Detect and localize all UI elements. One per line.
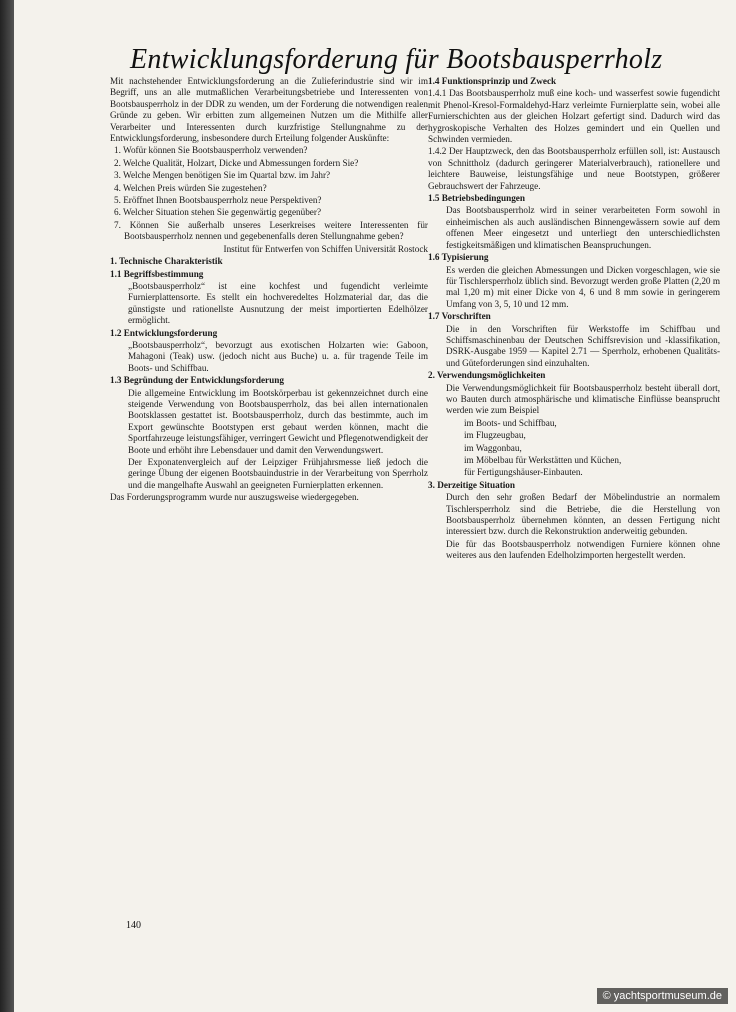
- list-item: im Flugzeugbau,: [464, 430, 526, 441]
- section-text: Die in den Vorschriften für Werkstoffe im Schiffbau und Schiffsmaschinenbau der Deutschen Schiffsrevision und -klassifikation, DSRK-Ausgabe 1959 — Kapitel 2.71 — Sperrholz, erhobenen Qualitäts- und Güteforderungen sind einzuhalten.: [446, 323, 720, 368]
- question-item: 1. Wofür können Sie Bootsbausperrholz verwenden?: [114, 145, 308, 156]
- section-text: Die Verwendungsmöglichkeit für Bootsbausperrholz besteht überall dort, wo Bauten durch atmosphärische und klimatische Einflüsse beansprucht werden wie zum Beispiel: [446, 382, 720, 416]
- section-text: Die allgemeine Entwicklung im Bootskörperbau ist gekennzeichnet durch eine steigende Verwendung von Bootsbausperrholz, das bei allen internationalen Bootsklassen gestattet ist. Bootsbausperrholz, durch das bestimmte, auch im Export gewünschte Bootstypen erst gebaut werden können, macht die Sportfahrzeuge leistungsfähiger, verringert Gewicht und Pflegenotwendigkeit der Boote und erhöht ihre Lebensdauer und damit den Verwendungswert.: [128, 387, 428, 455]
- section-text: Durch den sehr großen Bedarf der Möbelindustrie an normalem Tischlersperrholz sind die Betriebe, die die Herstellung von Bootsbausperrholz übernehmen könnten, an dessen Fertigung nicht interessiert bzw. durch die Rekonstruktion anderweitig gebunden.: [446, 492, 720, 537]
- question-item: 2. Welche Qualität, Holzart, Dicke und Abmessungen fordern Sie?: [114, 157, 359, 168]
- section-text: Es werden die gleichen Abmessungen und Dicken vorgeschlagen, wie sie für Tischlersperrholz üblich sind. Bevorzugt werden große Platten (2,20 m mal 1,20 m) mit einer Dicke von 4, 6 und 8 mm sowie in geringerem Umfang von 3, 5, 10 und 12 mm.: [446, 264, 720, 309]
- closing-note: Das Forderungsprogramm wurde nur auszugsweise wiedergegeben.: [110, 492, 359, 503]
- left-column: [110, 76, 428, 505]
- section-text: „Bootsbausperrholz“, bevorzugt aus exotischen Holzarten wie: Gaboon, Mahagoni (Teak) usw. (jedoch nicht aus Buche) u. a. für tragende Teile im Boots- und Schiffbau.: [128, 339, 428, 373]
- question-item: 6. Welcher Situation stehen Sie gegenwärtig gegenüber?: [114, 207, 322, 218]
- section-text: Die für das Bootsbausperrholz notwendigen Furniere können ohne weiteres aus den laufenden Edelholzimporten hergestellt werden.: [446, 538, 720, 561]
- section-heading: 1.3 Begründung der Entwicklungsforderung: [110, 375, 284, 386]
- question-item: 5. Eröffnet Ihnen Bootsbausperrholz neue Perspektiven?: [114, 195, 322, 206]
- signature: Institut für Entwerfen von Schiffen Universität Rostock: [223, 243, 428, 254]
- watermark: © yachtsportmuseum.de: [597, 988, 728, 1004]
- question-item: 7. Können Sie außerhalb unseres Leserkreises weitere Interessenten für Bootsbausperrholz nennen und gegebenenfalls deren Stellungnahme geben?: [114, 219, 428, 242]
- book-spine: [0, 0, 14, 1012]
- section-text: Das Bootsbausperrholz wird in seiner verarbeiteten Form sowohl in einheimischen als auch ausländischen Binnengewässern sowie auf dem offenen Meer eingesetzt und unterliegt den unterschiedlichsten festigkeitsmäßigen und klimatischen Beanspruchungen.: [446, 205, 720, 250]
- list-item: im Boots- und Schiffbau,: [464, 417, 557, 428]
- section-heading: 2. Verwendungsmöglichkeiten: [428, 370, 546, 381]
- section-heading: 1.1 Begriffsbestimmung: [110, 268, 204, 279]
- section-text: 1.4.2 Der Hauptzweck, den das Bootsbausperrholz erfüllen soll, ist: Austausch von Schnittholz (dadurch geringerer Materialverbrauch), rationellere und leichtere Bauweise, leistungsfähige und neue Bootstypen, größerer Gebrauchswert der Fahrzeuge.: [428, 146, 720, 191]
- question-item: 4. Welchen Preis würden Sie zugestehen?: [114, 182, 267, 193]
- question-item: 3. Welche Mengen benötigen Sie im Quartal bzw. im Jahr?: [114, 170, 331, 181]
- section-heading: 1.7 Vorschriften: [428, 311, 491, 322]
- list-item: im Waggonbau,: [464, 442, 522, 453]
- section-text: 1.4.1 Das Bootsbausperrholz muß eine koch- und wasserfest sowie fugendicht mit Phenol-Kresol-Formaldehyd-Harz verleimte Furnierplatte sein, wobei alle Furnierschichten aus der gleichen Holzart gefertigt sind. Dadurch wird das hygroskopische Verhalten des Holzes gemindert und ein Quellen und Schwinden vermieden.: [428, 88, 720, 145]
- section-text: Der Exponatenvergleich auf der Leipziger Frühjahrsmesse ließ jedoch die geringe Übung der eigenen Bootsbauindustrie in der Verarbeitung von Sperrholz und die mangelhafte Auswahl an geeigneten Furnierplatten erkennen.: [128, 457, 428, 490]
- list-item: im Möbelbau für Werkstätten und Küchen,: [464, 455, 622, 465]
- section-heading: 1.5 Betriebsbedingungen: [428, 193, 525, 204]
- section-heading: 3. Derzeitige Situation: [428, 479, 516, 490]
- page-number: 140: [126, 920, 141, 931]
- list-item: für Fertigungshäuser-Einbauten.: [464, 467, 583, 478]
- section-text: „Bootsbausperrholz“ ist eine kochfest und fugendicht verleimte Furnierplattensorte. Es stellt ein hochveredeltes Holzmaterial dar, das die günstigste und rationellste Ausnutzung der meist importierten Edelhölzer ermöglicht.: [128, 280, 428, 326]
- section-heading: 1.6 Typisierung: [428, 252, 489, 263]
- section-heading: 1.4 Funktionsprinzip und Zweck: [428, 76, 557, 86]
- document-title: Entwicklungsforderung für Bootsbausperrholz: [130, 44, 663, 75]
- intro-paragraph: Mit nachstehender Entwicklungsforderung an die Zulieferindustrie sind wir im Begriff, uns an alle mutmaßlichen Verarbeitungsbetriebe und Interessenten von Bootsbausperrholz in der DDR zu wenden, um der Forderung die notwendigen realen Gründe zu geben. Wir erbitten zum allgemeinen Nutzen um die Mithilfe aller Verarbeiter und Interessenten durch kurzfristige Stellungnahme zu der Entwicklungsforderung, insbesondere durch Erteilung folgender Auskünfte:: [110, 76, 428, 144]
- section-heading: 1. Technische Charakteristik: [110, 256, 223, 267]
- right-column: [428, 76, 720, 563]
- section-heading: 1.2 Entwicklungsforderung: [110, 327, 218, 338]
